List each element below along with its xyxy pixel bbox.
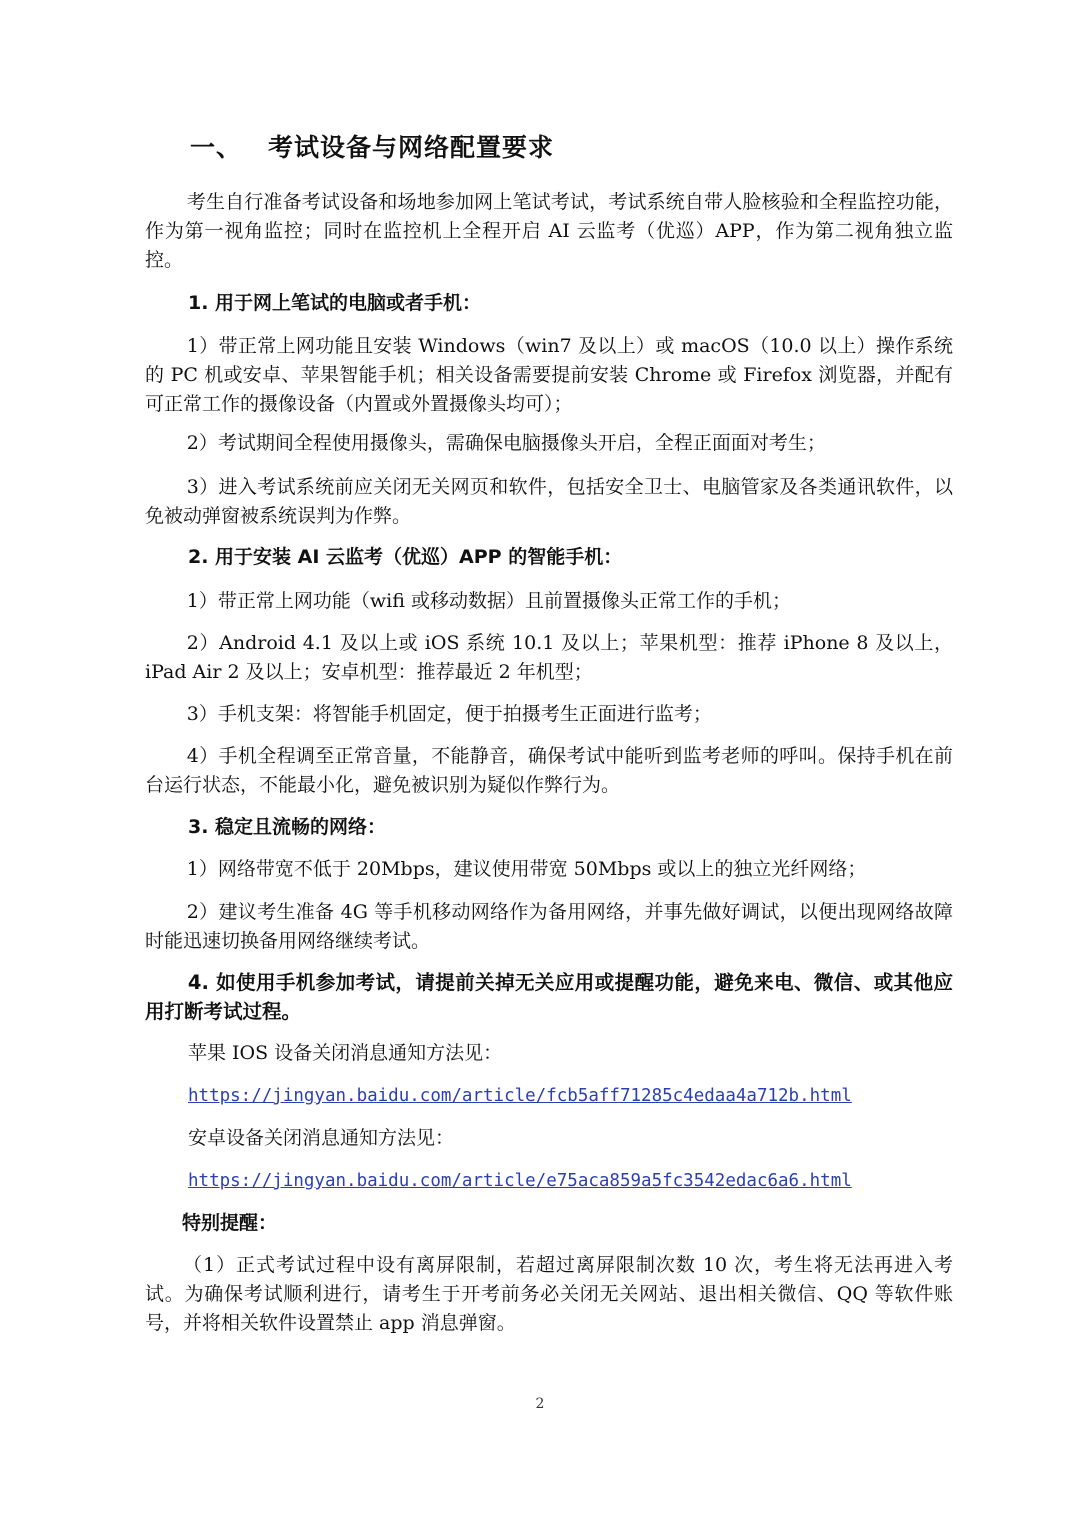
android-guide-label: 安卓设备关闭消息通知方法见： [188, 1127, 455, 1149]
section-heading [190, 128, 554, 164]
section1-item-2: 2）考试期间全程使用摄像头，需确保电脑摄像头开启，全程正面面对考生； [186, 432, 826, 454]
section1-title: 1. 用于网上笔试的电脑或者手机： [188, 292, 482, 314]
section2-item-2: 2）Android 4.1 及以上或 iOS 系统 10.1 及以上；苹果机型：推荐 iPhone 8 及以上，iPad Air 2 及以上；安卓机型：推荐最近 2 年机型； [145, 632, 953, 683]
section2-item-4: 4）手机全程调至正常音量，不能静音，确保考试中能听到监考老师的呼叫。保持手机在前台运行状态，不能最小化，避免被识别为疑似作弊行为。 [145, 745, 953, 796]
heading-number: 一、 [190, 133, 243, 162]
section3-item-1: 1）网络带宽不低于 20Mbps，建议使用带宽 50Mbps 或以上的独立光纤网络； [186, 858, 867, 880]
android-guide-link[interactable]: https://jingyan.baidu.com/article/e75aca859a5fc3542edac6a6.html [188, 1171, 852, 1191]
intro-paragraph: 考生自行准备考试设备和场地参加网上笔试考试，考试系统自带人脸核验和全程监控功能，作为第一视角监控；同时在监控机上全程开启 AI 云监考（优巡）APP，作为第二视角独立监控。 [145, 191, 953, 271]
section2-title: 2. 用于安装 AI 云监考（优巡）APP 的智能手机： [188, 546, 623, 568]
section1-item-3: 3）进入考试系统前应关闭无关网页和软件，包括安全卫士、电脑管家及各类通讯软件，以免被动弹窗被系统误判为作弊。 [145, 476, 953, 527]
reminder-text: （1）正式考试过程中设有离屏限制，若超过离屏限制次数 10 次，考生将无法再进入考试。为确保考试顺利进行，请考生于开考前务必关闭无关网站、退出相关微信、QQ 等软件账号，并将相关软件设置禁止 app 消息弹窗。 [145, 1254, 953, 1334]
section4-title: 4. 如使用手机参加考试，请提前关掉无关应用或提醒功能，避免来电、微信、或其他应用打断考试过程。 [145, 971, 953, 1023]
reminder-title: 特别提醒： [182, 1212, 278, 1234]
ios-guide-label: 苹果 IOS 设备关闭消息通知方法见： [188, 1042, 503, 1064]
section2-item-1: 1）带正常上网功能（wifi 或移动数据）且前置摄像头正常工作的手机； [186, 590, 791, 612]
heading-title: 考试设备与网络配置要求 [268, 133, 555, 162]
section3-item-2: 2）建议考生准备 4G 等手机移动网络作为备用网络，并事先做好调试，以便出现网络故障时能迅速切换备用网络继续考试。 [145, 901, 953, 952]
section1-item-1: 1）带正常上网功能且安装 Windows（win7 及以上）或 macOS（10.0 以上）操作系统的 PC 机或安卓、苹果智能手机；相关设备需要提前安装 Chrome 或 Firefox 浏览器，并配有可正常工作的摄像设备（内置或外置摄像头均可）； [145, 335, 953, 415]
ios-guide-link[interactable]: https://jingyan.baidu.com/article/fcb5aff71285c4edaa4a712b.html [188, 1086, 852, 1106]
section2-item-3: 3）手机支架：将智能手机固定，便于拍摄考生正面进行监考； [186, 703, 712, 725]
page-number: 2 [535, 1396, 545, 1412]
section3-title: 3. 稳定且流畅的网络： [188, 816, 387, 838]
